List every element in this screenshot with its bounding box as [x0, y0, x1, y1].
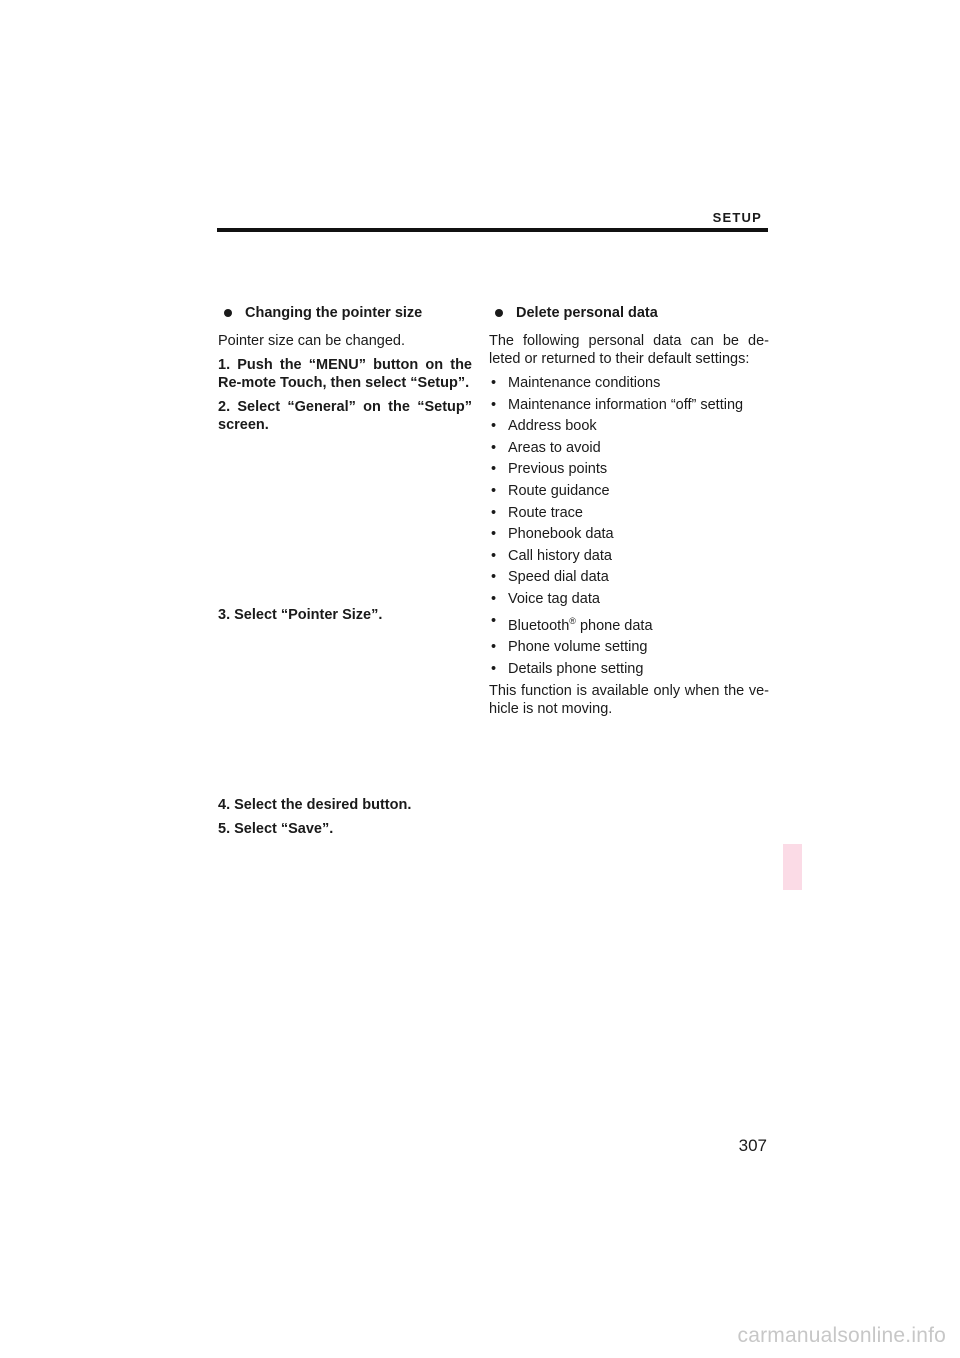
- list-item: • Route guidance: [491, 482, 610, 499]
- intro-text: Pointer size can be changed.: [218, 333, 406, 349]
- section-heading-pointer-size: [218, 304, 472, 322]
- bullet-small-icon: •: [491, 439, 497, 456]
- list-item: • Address book: [491, 418, 597, 435]
- bullet-small-icon: •: [491, 612, 497, 629]
- list-item: • Call history data: [491, 547, 612, 564]
- step-2: 2. Select “General” on the “Setup” screen.: [218, 399, 472, 433]
- section-heading-delete-data: [489, 304, 769, 322]
- step-4: 4. Select the desired button.: [218, 797, 412, 813]
- page-header-title: SETUP: [712, 210, 762, 225]
- bullet-icon: [224, 309, 232, 317]
- list-item: • Voice tag data: [491, 590, 600, 607]
- list-item: • Details phone setting: [491, 660, 644, 677]
- bullet-small-icon: •: [491, 526, 497, 543]
- bullet-small-icon: •: [491, 461, 497, 478]
- list-item: • Areas to avoid: [491, 439, 601, 456]
- header-rule: [217, 228, 768, 232]
- intro-text: The following personal data can be de-leted or returned to their default settings:: [489, 333, 769, 367]
- bullet-small-icon: •: [491, 504, 497, 521]
- registered-mark: ®: [569, 615, 576, 626]
- heading-text: Delete personal data: [516, 305, 658, 321]
- right-column: [489, 304, 769, 718]
- bullet-small-icon: •: [491, 418, 497, 435]
- bullet-icon: [495, 309, 503, 317]
- bullet-small-icon: •: [491, 638, 497, 655]
- left-column: [218, 304, 472, 844]
- list-item: • Speed dial data: [491, 569, 609, 586]
- bullet-small-icon: •: [491, 482, 497, 499]
- bullet-small-icon: •: [491, 375, 497, 391]
- section-tab-marker: [783, 844, 802, 890]
- heading-text: Changing the pointer size: [245, 305, 423, 321]
- list-item: • Route trace: [491, 504, 583, 521]
- list-item: • Maintenance conditions: [491, 375, 661, 391]
- bullet-small-icon: •: [491, 547, 497, 564]
- list-item: • Phonebook data: [491, 526, 614, 543]
- step-5: 5. Select “Save”.: [218, 821, 334, 837]
- page-number: 307: [738, 1136, 767, 1155]
- personal-data-list: [489, 374, 769, 678]
- bullet-small-icon: •: [491, 660, 497, 677]
- bullet-small-icon: •: [491, 396, 497, 413]
- list-item: • Previous points: [491, 461, 608, 478]
- list-item: • Bluetooth® phone data: [491, 612, 653, 634]
- list-item: • Maintenance information “off” setting: [491, 396, 744, 413]
- step-1: 1. Push the “MENU” button on the Re-mote Touch, then select “Setup”.: [218, 357, 472, 391]
- step-3: 3. Select “Pointer Size”.: [218, 607, 383, 623]
- watermark: carmanualsonline.info: [737, 1324, 946, 1347]
- availability-note: This function is available only when the ve-hicle is not moving.: [489, 682, 769, 717]
- bullet-small-icon: •: [491, 569, 497, 586]
- list-item: • Phone volume setting: [491, 638, 648, 655]
- bullet-small-icon: •: [491, 590, 497, 607]
